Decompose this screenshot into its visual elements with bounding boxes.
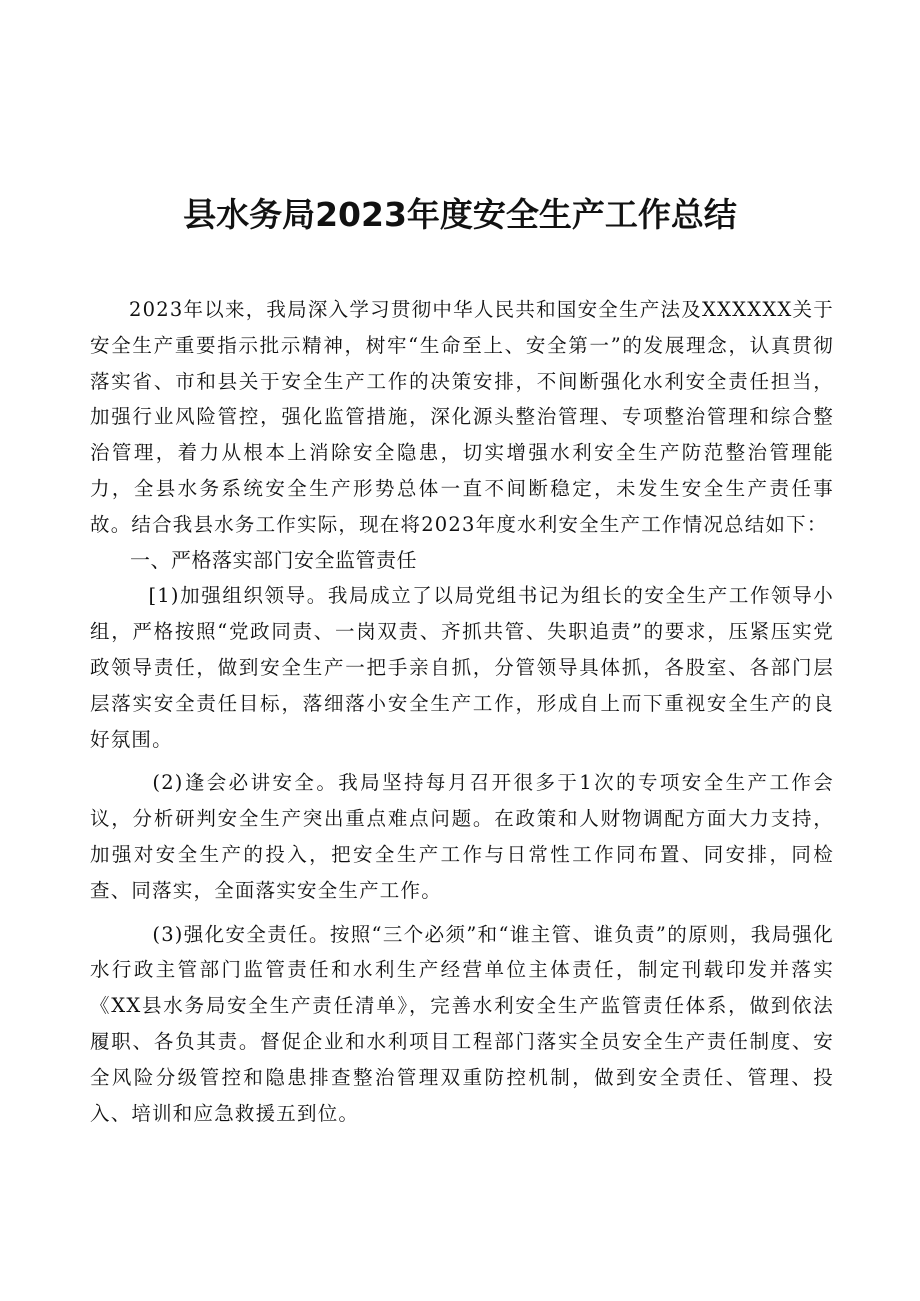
item-text: 逢会必讲安全。我局坚持每月召开很多于1次的专项安全生产工作会议，分析研判安全生产突出重点难点问题。在政策和人财物调配方面大力支持，加强对安全生产的投入，把安全生产工作与日常性工作同布置、同安排，同检查、同落实，全面落实安全生产工作。 [90, 771, 834, 902]
intro-paragraph: 2023年以来，我局深入学习贯彻中华人民共和国安全生产法及XXXXXX关于安全生产重要指示批示精神，树牢“生命至上、安全第一”的发展理念，认真贯彻落实省、市和县关于安全生产工作的决策安排，不间断强化水利安全责任担当，加强行业风险管控，强化监管措施，深化源头整治管理、专项整治管理和综合整治管理，着力从根本上消除安全隐患，切实增强水利安全生产防范整治管理能力，全县水务系统安全生产形势总体一直不间断稳定，未发生安全生产责任事故。结合我县水务工作实际，现在将2023年度水利安全生产工作情况总结如下： [90, 298, 834, 536]
item-text: 加强组织领导。我局成立了以局党组书记为组长的安全生产工作领导小组，严格按照“党政同责、一岗双责、齐抓共管、失职追责”的要求，压紧压实党政领导责任，做到安全生产一把手亲自抓，分管领导具体抓，各股室、各部门层层落实安全责任目标，落细落小安全生产工作，形成自上而下重视安全生产的良好氛围。 [90, 584, 834, 751]
document-title: 县水务局2023年度安全生产工作总结 [183, 195, 737, 235]
item-number: (3) [152, 922, 184, 946]
spacer [90, 757, 834, 765]
list-item [90, 578, 834, 757]
list-item [90, 765, 834, 908]
item-number: (2) [152, 771, 184, 795]
item-number: [1) [148, 584, 180, 608]
item-text: 强化安全责任。按照“三个必须”和“谁主管、谁负责”的原则，我局强化水行政主管部门监管责任和水利生产经营单位主体责任，制定刊载印发并落实《XX县水务局安全生产责任清单》，完善水利安全生产监管责任体系，做到依法履职、各负其责。督促企业和水利项目工程部门落实全员安全生产责任制度、安全风险分级管控和隐患排查整治管理双重防控机制，做到安全责任、管理、投入、培训和应急救援五到位。 [90, 922, 834, 1125]
spacer [90, 909, 834, 917]
document-body [90, 292, 834, 1131]
list-item [90, 917, 834, 1132]
section-heading: 一、严格落实部门安全监管责任 [130, 547, 417, 572]
